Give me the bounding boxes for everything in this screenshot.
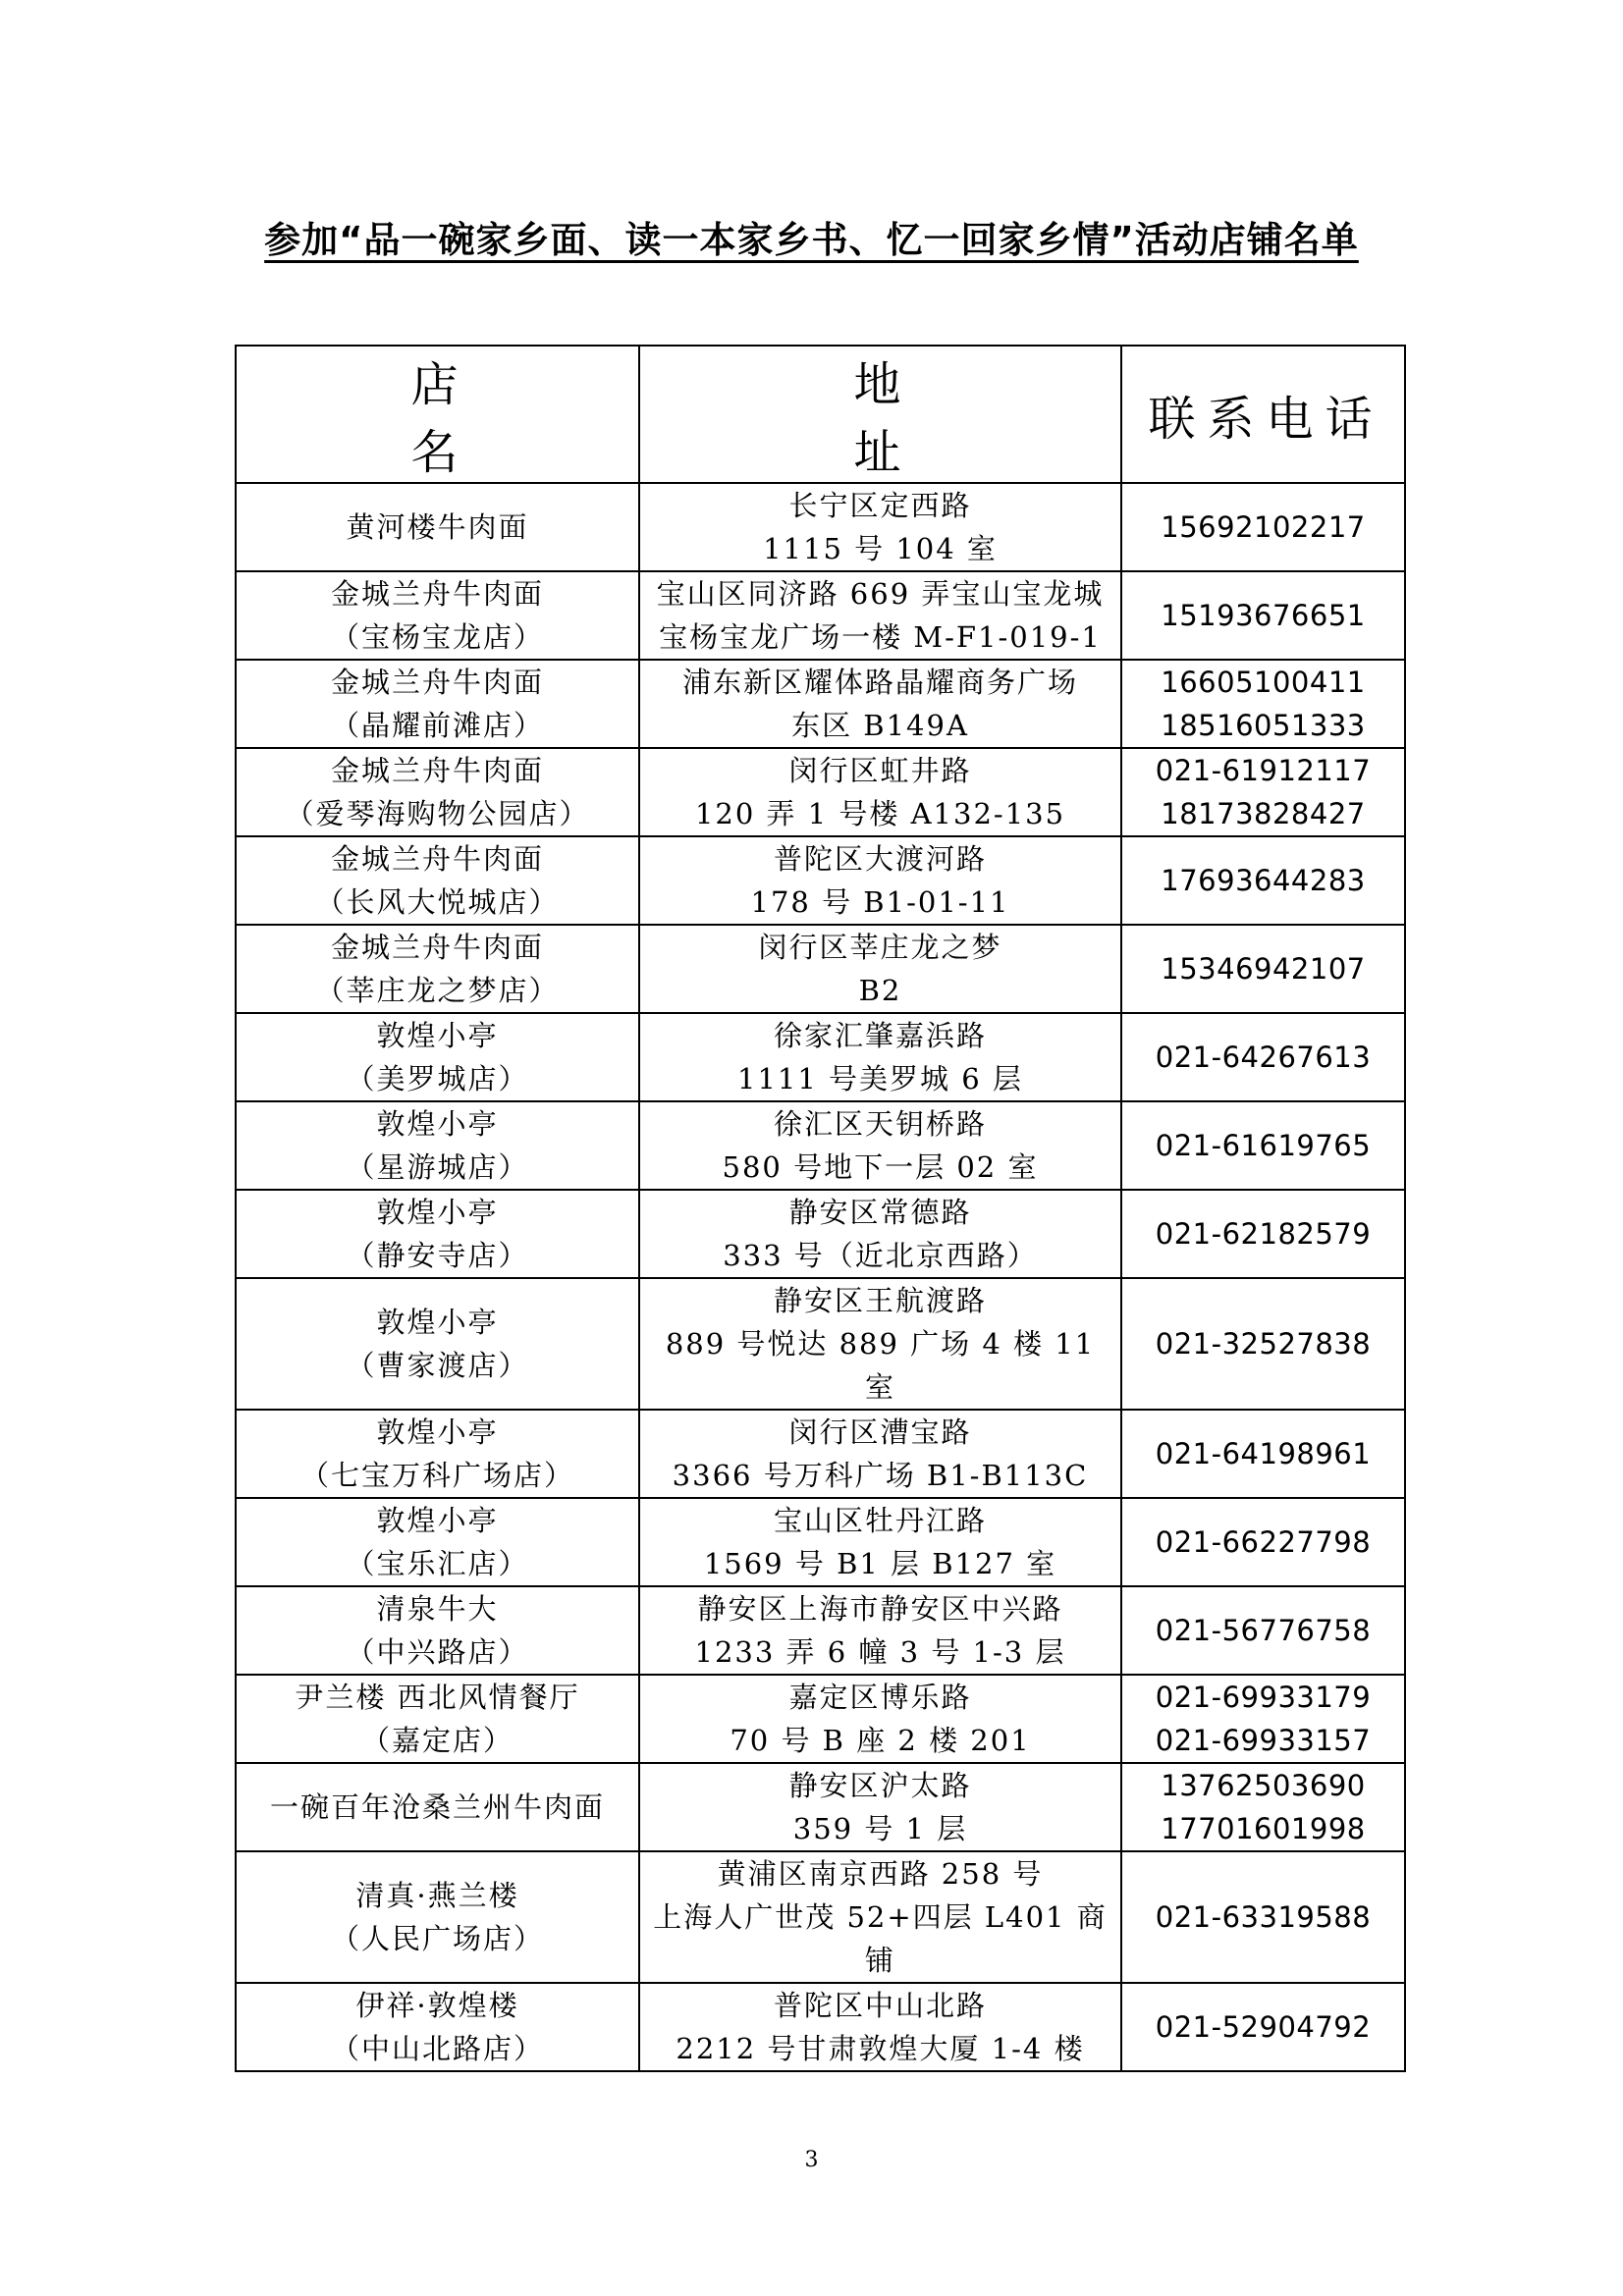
phone-line: 021-64267613 bbox=[1155, 1041, 1372, 1074]
phone-line: 13762503690 bbox=[1161, 1769, 1366, 1802]
store-name-line: （晶耀前滩店） bbox=[330, 709, 544, 742]
document-title-text: 参加“品一碗家乡面、读一本家乡书、忆一回家乡情”活动店铺名单 bbox=[264, 219, 1359, 261]
address-line: B2 bbox=[858, 974, 902, 1007]
table-body bbox=[236, 483, 1405, 2071]
store-name-line: （中兴路店） bbox=[346, 1635, 529, 1669]
address-line: 宝山区同济路 669 弄宝山宝龙城 bbox=[656, 577, 1105, 611]
store-name-line: （美罗城店） bbox=[346, 1062, 529, 1095]
store-name-line: 清泉牛大 bbox=[376, 1592, 499, 1626]
phone-line: 021-56776758 bbox=[1155, 1614, 1372, 1647]
address-cell bbox=[639, 1983, 1121, 2071]
phone-cell bbox=[1121, 660, 1405, 748]
address-line: 70 号 B 座 2 楼 201 bbox=[730, 1724, 1031, 1757]
store-name-line: 伊祥·敦煌楼 bbox=[355, 1989, 519, 2022]
address-line: 359 号 1 层 bbox=[792, 1812, 968, 1845]
table-row bbox=[236, 1675, 1405, 1763]
phone-cell bbox=[1121, 1410, 1405, 1498]
page-number: 3 bbox=[804, 2148, 819, 2172]
store-name-line: 金城兰舟牛肉面 bbox=[330, 842, 544, 876]
address-cell bbox=[639, 1851, 1121, 1983]
address-cell bbox=[639, 1101, 1121, 1190]
address-cell bbox=[639, 748, 1121, 836]
table-row bbox=[236, 1498, 1405, 1586]
store-name-line: （宝乐汇店） bbox=[346, 1547, 529, 1580]
store-name-line: 敦煌小亭 bbox=[376, 1196, 499, 1229]
phone-cell bbox=[1121, 748, 1405, 836]
store-name-line: （莘庄龙之梦店） bbox=[315, 974, 560, 1007]
phone-line: 17701601998 bbox=[1161, 1812, 1366, 1845]
address-cell bbox=[639, 1675, 1121, 1763]
address-cell bbox=[639, 483, 1121, 571]
address-line: 580 号地下一层 02 室 bbox=[722, 1150, 1039, 1184]
store-name-cell bbox=[236, 1190, 639, 1278]
phone-line: 021-61619765 bbox=[1155, 1129, 1372, 1162]
table-row bbox=[236, 1410, 1405, 1498]
phone-line: 021-32527838 bbox=[1155, 1327, 1372, 1361]
table-row bbox=[236, 1983, 1405, 2071]
phone-line: 021-52904792 bbox=[1155, 2010, 1372, 2044]
store-name-line: （七宝万科广场店） bbox=[299, 1459, 574, 1492]
address-cell bbox=[639, 1763, 1121, 1851]
address-line: 1233 弄 6 幢 3 号 1-3 层 bbox=[694, 1635, 1066, 1669]
store-list-table bbox=[235, 345, 1406, 2072]
store-name-line: 金城兰舟牛肉面 bbox=[330, 666, 544, 699]
store-name-line: 尹兰楼 西北风情餐厅 bbox=[295, 1681, 580, 1714]
table-row bbox=[236, 1013, 1405, 1101]
header-phone: 联系电话 bbox=[1121, 346, 1405, 483]
address-cell bbox=[639, 1190, 1121, 1278]
store-name-cell bbox=[236, 571, 639, 660]
phone-cell bbox=[1121, 1278, 1405, 1410]
address-line: 上海人广世茂 52+四层 L401 商 bbox=[653, 1900, 1108, 1934]
address-cell bbox=[639, 571, 1121, 660]
store-name-line: （人民广场店） bbox=[330, 1922, 544, 1955]
phone-line: 021-69933179 bbox=[1155, 1681, 1372, 1714]
phone-cell bbox=[1121, 1851, 1405, 1983]
address-cell bbox=[639, 1410, 1121, 1498]
store-name-line: 金城兰舟牛肉面 bbox=[330, 754, 544, 787]
store-name-cell bbox=[236, 660, 639, 748]
address-line: 徐家汇肇嘉浜路 bbox=[773, 1019, 987, 1052]
phone-cell bbox=[1121, 1101, 1405, 1190]
address-line: 闵行区莘庄龙之梦 bbox=[758, 931, 1002, 964]
address-cell bbox=[639, 836, 1121, 925]
phone-cell bbox=[1121, 1586, 1405, 1675]
address-cell bbox=[639, 1586, 1121, 1675]
table-header-row bbox=[236, 346, 1405, 483]
store-name-line: 敦煌小亭 bbox=[376, 1019, 499, 1052]
store-name-line: （星游城店） bbox=[346, 1150, 529, 1184]
address-line: 178 号 B1-01-11 bbox=[750, 885, 1010, 919]
address-line: 长宁区定西路 bbox=[788, 489, 972, 522]
phone-line: 021-69933157 bbox=[1155, 1724, 1372, 1757]
address-line: 闵行区漕宝路 bbox=[788, 1415, 972, 1449]
address-line: 嘉定区博乐路 bbox=[788, 1681, 972, 1714]
address-line: 东区 B149A bbox=[791, 709, 969, 742]
phone-line: 15692102217 bbox=[1161, 510, 1366, 544]
address-line: 889 号悦达 889 广场 4 楼 11 室 bbox=[665, 1327, 1096, 1404]
store-name-cell bbox=[236, 1410, 639, 1498]
address-line: 浦东新区耀体路晶耀商务广场 bbox=[681, 666, 1078, 699]
phone-cell bbox=[1121, 1763, 1405, 1851]
phone-line: 15346942107 bbox=[1161, 952, 1366, 986]
store-name-line: 金城兰舟牛肉面 bbox=[330, 577, 544, 611]
store-name-cell bbox=[236, 483, 639, 571]
table-row bbox=[236, 1851, 1405, 1983]
address-line: 3366 号万科广场 B1-B113C bbox=[672, 1459, 1089, 1492]
address-line: 1111 号美罗城 6 层 bbox=[737, 1062, 1023, 1095]
phone-cell bbox=[1121, 1498, 1405, 1586]
store-name-cell bbox=[236, 1851, 639, 1983]
phone-cell bbox=[1121, 925, 1405, 1013]
store-name-line: 敦煌小亭 bbox=[376, 1504, 499, 1537]
store-name-line: （宝杨宝龙店） bbox=[330, 620, 544, 654]
address-cell bbox=[639, 1498, 1121, 1586]
address-line: 黄浦区南京西路 258 号 bbox=[717, 1857, 1044, 1891]
phone-cell bbox=[1121, 483, 1405, 571]
store-name-line: 黄河楼牛肉面 bbox=[346, 510, 529, 544]
store-name-cell bbox=[236, 1675, 639, 1763]
store-name-cell bbox=[236, 1586, 639, 1675]
address-cell bbox=[639, 925, 1121, 1013]
address-line: 普陀区中山北路 bbox=[773, 1989, 987, 2022]
address-line: 宝山区牡丹江路 bbox=[773, 1504, 987, 1537]
table-row bbox=[236, 483, 1405, 571]
store-name-cell bbox=[236, 1101, 639, 1190]
address-line: 徐汇区天钥桥路 bbox=[773, 1107, 987, 1141]
address-line: 333 号（近北京西路） bbox=[723, 1239, 1038, 1272]
store-name-line: （长风大悦城店） bbox=[315, 885, 560, 919]
store-name-cell bbox=[236, 748, 639, 836]
table-row bbox=[236, 1101, 1405, 1190]
store-name-cell bbox=[236, 836, 639, 925]
phone-line: 17693644283 bbox=[1161, 864, 1366, 897]
address-line: 1115 号 104 室 bbox=[763, 532, 998, 565]
phone-cell bbox=[1121, 1190, 1405, 1278]
address-line: 闵行区虹井路 bbox=[788, 754, 972, 787]
store-name-line: （爱琴海购物公园店） bbox=[285, 797, 590, 830]
address-cell bbox=[639, 660, 1121, 748]
address-cell bbox=[639, 1013, 1121, 1101]
phone-cell bbox=[1121, 571, 1405, 660]
phone-line: 021-62182579 bbox=[1155, 1217, 1372, 1251]
store-name-line: 清真·燕兰楼 bbox=[355, 1879, 519, 1912]
address-line: 宝杨宝龙广场一楼 M-F1-019-1 bbox=[659, 620, 1102, 654]
table-row bbox=[236, 1586, 1405, 1675]
table-row bbox=[236, 836, 1405, 925]
store-name-cell bbox=[236, 925, 639, 1013]
address-line: 静安区王航渡路 bbox=[773, 1284, 987, 1317]
store-name-cell bbox=[236, 1013, 639, 1101]
address-line: 1569 号 B1 层 B127 室 bbox=[703, 1547, 1057, 1580]
store-name-line: 金城兰舟牛肉面 bbox=[330, 931, 544, 964]
address-line: 2212 号甘肃敦煌大厦 1-4 楼 bbox=[676, 2032, 1085, 2065]
address-line: 120 弄 1 号楼 A132-135 bbox=[694, 797, 1066, 830]
header-address: 地址 bbox=[639, 346, 1121, 483]
store-name-cell bbox=[236, 1498, 639, 1586]
table-row bbox=[236, 571, 1405, 660]
store-name-line: （曹家渡店） bbox=[346, 1349, 529, 1382]
store-name-line: 敦煌小亭 bbox=[376, 1415, 499, 1449]
phone-cell bbox=[1121, 1675, 1405, 1763]
phone-line: 021-64198961 bbox=[1155, 1437, 1372, 1470]
store-name-line: 一碗百年沧桑兰州牛肉面 bbox=[269, 1790, 605, 1824]
table-row bbox=[236, 1278, 1405, 1410]
phone-cell bbox=[1121, 836, 1405, 925]
store-name-cell bbox=[236, 1278, 639, 1410]
address-line: 静安区沪太路 bbox=[788, 1769, 972, 1802]
table-row bbox=[236, 1190, 1405, 1278]
table-row bbox=[236, 660, 1405, 748]
phone-cell bbox=[1121, 1013, 1405, 1101]
store-name-line: 敦煌小亭 bbox=[376, 1107, 499, 1141]
phone-cell bbox=[1121, 1983, 1405, 2071]
address-line: 静安区常德路 bbox=[788, 1196, 972, 1229]
phone-line: 18173828427 bbox=[1161, 797, 1366, 830]
store-name-line: （静安寺店） bbox=[346, 1239, 529, 1272]
phone-line: 021-66227798 bbox=[1155, 1525, 1372, 1559]
phone-line: 021-61912117 bbox=[1155, 754, 1372, 787]
address-line: 普陀区大渡河路 bbox=[773, 842, 987, 876]
document-title bbox=[0, 211, 1623, 270]
phone-line: 021-63319588 bbox=[1155, 1900, 1372, 1934]
address-cell bbox=[639, 1278, 1121, 1410]
address-line: 铺 bbox=[864, 1944, 895, 1977]
phone-line: 18516051333 bbox=[1161, 709, 1366, 742]
store-name-line: （嘉定店） bbox=[360, 1724, 514, 1757]
store-name-line: 敦煌小亭 bbox=[376, 1306, 499, 1339]
address-line: 静安区上海市静安区中兴路 bbox=[697, 1592, 1063, 1626]
table-row bbox=[236, 1763, 1405, 1851]
table-row bbox=[236, 748, 1405, 836]
phone-line: 16605100411 bbox=[1161, 666, 1366, 699]
store-name-cell bbox=[236, 1983, 639, 2071]
store-name-line: （中山北路店） bbox=[330, 2032, 544, 2065]
header-store-name: 店名 bbox=[236, 346, 639, 483]
table-row bbox=[236, 925, 1405, 1013]
phone-line: 15193676651 bbox=[1161, 599, 1366, 632]
store-name-cell bbox=[236, 1763, 639, 1851]
